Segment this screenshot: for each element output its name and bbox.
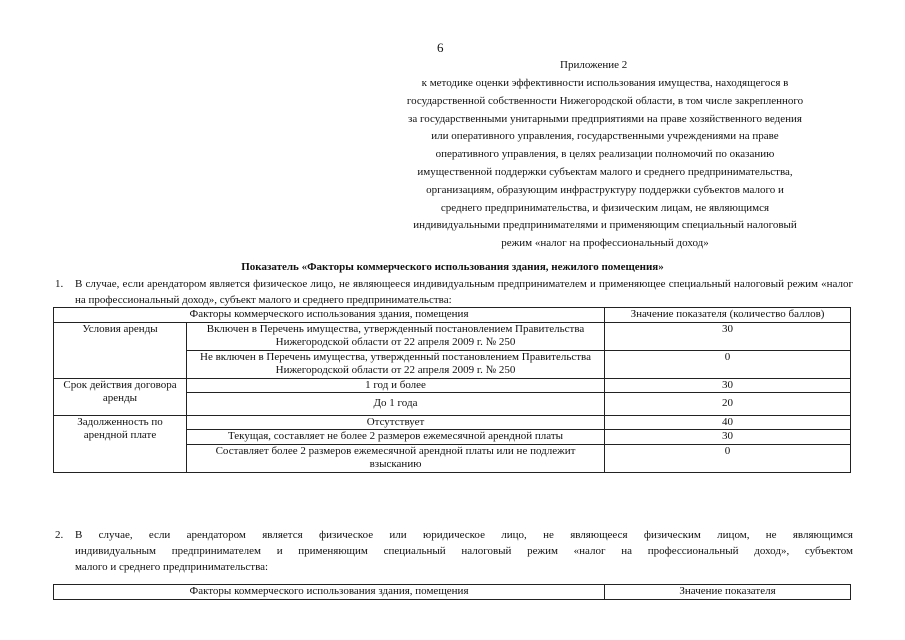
table-header-row [54, 585, 851, 600]
condition-cell: Отсутствует [187, 415, 605, 430]
score-cell: 30 [605, 322, 851, 350]
clause-number: 2. [55, 529, 64, 541]
appendix-line: имущественной поддержки субъектам малого и среднего предпринимательства, [417, 165, 793, 178]
score-cell: 30 [605, 378, 851, 393]
header-value: Значение показателя [605, 585, 851, 600]
clause-line: малого и среднего предпринимательства: [75, 561, 269, 573]
condition-cell: 1 год и более [187, 378, 605, 393]
appendix-description [362, 75, 848, 253]
condition-cell: Не включен в Перечень имущества, утвержденный постановлением Правительства Нижегородской области от 22 апреля 2009 г. № 250 [187, 350, 605, 378]
appendix-line: организациям, образующим инфраструктуру поддержки субъектов малого и [426, 183, 784, 196]
score-cell: 0 [605, 444, 851, 472]
section-heading: Показатель «Факторы коммерческого использования здания, нежилого помещения» [241, 261, 664, 273]
score-cell: 0 [605, 350, 851, 378]
clause-number: 1. [55, 278, 64, 290]
table-header-row [54, 308, 851, 323]
scoring-table-2 [53, 584, 851, 600]
score-cell: 40 [605, 415, 851, 430]
appendix-line: к методике оценки эффективности использования имущества, находящегося в [421, 77, 789, 89]
clause-text [75, 527, 853, 575]
table-row [54, 415, 851, 430]
appendix-line: государственной собственности Нижегородской области, в том числе закрепленного [406, 94, 804, 107]
appendix-line: оперативного управления, в целях реализации полномочий по оказанию [435, 148, 775, 161]
header-value: Значение показателя (количество баллов) [605, 308, 851, 323]
clause-2 [55, 527, 853, 575]
appendix-line: среднего предпринимательства, и физическим лицам, не являющимся [440, 201, 770, 214]
clause-line: В случае, если арендатором является физическое или юридическое лицо, не являющееся физическим лицом, не являющимся [75, 529, 853, 541]
category-cell: Задолженность по арендной плате [54, 415, 187, 472]
condition-cell: Текущая, составляет не более 2 размеров ежемесячной арендной платы [187, 430, 605, 445]
scoring-table-1 [53, 307, 851, 473]
appendix-line: за государственными унитарными предприятиями на праве хозяйственного ведения [408, 112, 802, 125]
condition-cell: Составляет более 2 размеров ежемесячной арендной платы или не подлежит взысканию [187, 444, 605, 472]
table-row [54, 322, 851, 350]
header-factors: Факторы коммерческого использования здания, помещения [54, 585, 605, 600]
category-cell: Срок действия договора аренды [54, 378, 187, 415]
category-cell: Условия аренды [54, 322, 187, 378]
clause-line: индивидуальным предпринимателем и применяющим специальный налоговый режим «налог на профессиональный доход», субъектом [75, 545, 853, 557]
score-cell: 20 [605, 393, 851, 416]
header-factors: Факторы коммерческого использования здания, помещения [54, 308, 605, 323]
page-number: 6 [437, 40, 444, 55]
table-row [54, 378, 851, 393]
condition-cell: Включен в Перечень имущества, утвержденный постановлением Правительства Нижегородской области от 22 апреля 2009 г. № 250 [187, 322, 605, 350]
appendix-line: режим «налог на профессиональный доход» [501, 237, 709, 250]
score-cell: 30 [605, 430, 851, 445]
clause-1 [55, 276, 853, 308]
appendix-line: или оперативного управления, государственными учреждениями на праве [431, 130, 779, 143]
clause-text: В случае, если арендатором является физическое лицо, не являющееся индивидуальным предпринимателем и применяющее специальный налоговый режим «налог на профессиональный доход», субъект малого и среднего предпринимательства: [75, 278, 853, 306]
appendix-title: Приложение 2 [560, 59, 628, 71]
appendix-line: индивидуальными предпринимателями и применяющим специальный налоговый [413, 219, 797, 232]
condition-cell: До 1 года [187, 393, 605, 416]
